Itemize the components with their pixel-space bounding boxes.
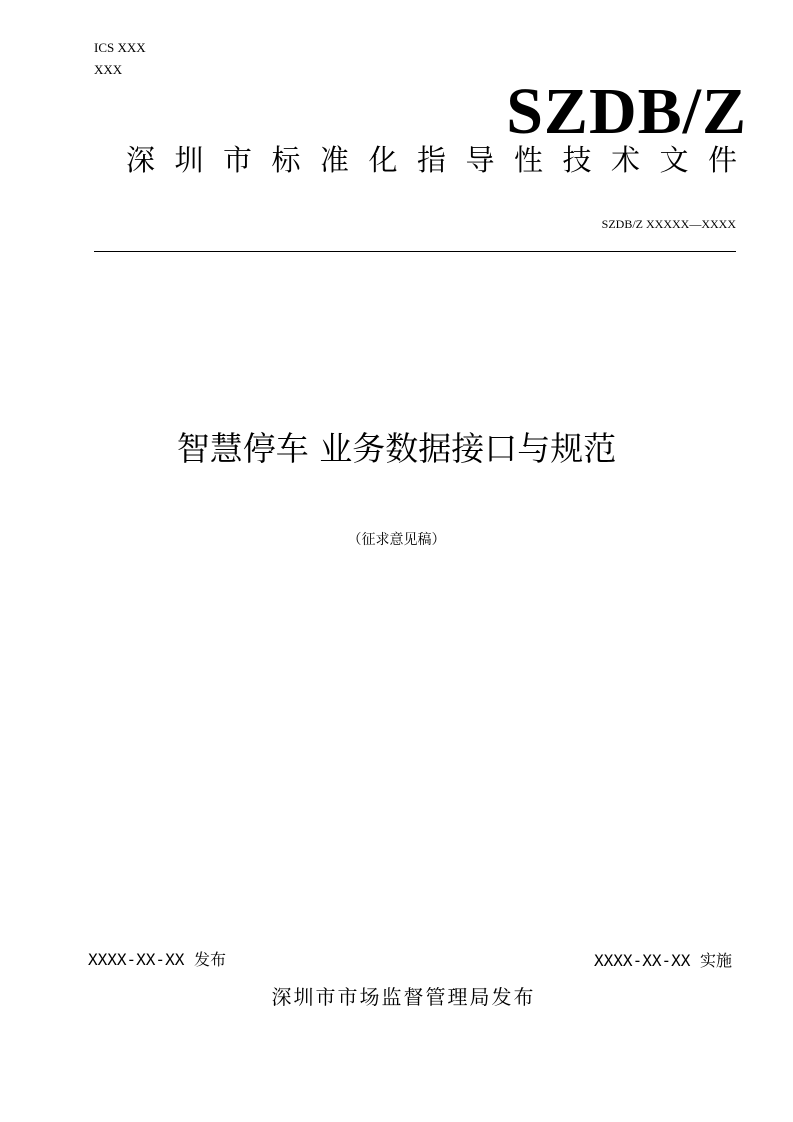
document-type-heading: 深圳市标准化指导性技术文件 — [126, 143, 757, 177]
header-divider — [94, 251, 736, 252]
effective-date: XXXX-XX-XX 实施 — [594, 951, 732, 970]
standard-code: SZDB/Z — [506, 75, 747, 148]
standard-number: SZDB/Z XXXXX—XXXX — [601, 217, 736, 231]
ics-subcode: XXX — [94, 62, 123, 77]
publish-date: XXXX-XX-XX 发布 — [88, 950, 226, 969]
issuing-authority: 深圳市市场监督管理局发布 — [271, 985, 536, 1009]
ics-code: ICS XXX — [94, 40, 146, 55]
document-title: 智慧停车 业务数据接口与规范 — [176, 429, 617, 468]
draft-note: （征求意见稿） — [347, 533, 446, 548]
